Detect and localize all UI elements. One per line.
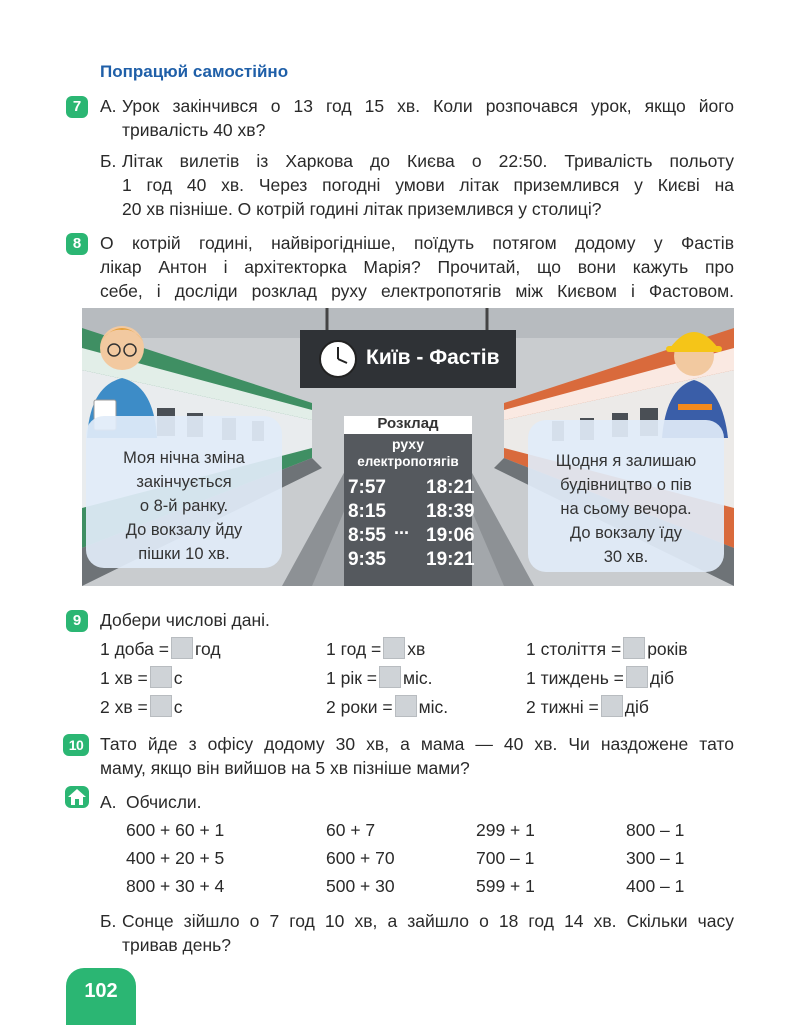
home-b-line-1: Сонце зійшло о 7 год 10 хв, а зайшло о 18 год 14 хв. Скільки часу	[122, 911, 734, 931]
home-b-line-2: тривав день?	[122, 935, 231, 955]
doctor-line-4: До вокзалу йду	[125, 521, 243, 539]
answer-box[interactable]	[626, 666, 648, 688]
home-a-label: А.	[100, 792, 117, 812]
expression: 800 + 30 + 4	[126, 876, 225, 896]
conversion-cell: 1 рік = міс.	[326, 668, 433, 688]
home-b-text	[122, 909, 734, 957]
architect-line-3: на сьому вечора.	[560, 500, 692, 518]
conversion-cell: 1 хв = с	[100, 668, 183, 688]
schedule-title: Розклад	[377, 415, 439, 432]
conversion-cell: 2 роки = міс.	[326, 697, 449, 717]
task-8-line-2: лікар Антон і архітекторка Марія? Прочитай, що вони кажуть про	[100, 257, 734, 277]
task-10-badge: 10	[63, 734, 89, 756]
task-7b-line-2: 1 год 40 хв. Через погодні умови літак приземлився у Києві на	[122, 175, 734, 195]
schedule-subtitle-2: електропотягів	[357, 454, 459, 469]
task-10-text	[100, 732, 734, 780]
schedule-right-column	[426, 476, 486, 572]
board-title: Київ - Фастів	[366, 346, 500, 369]
arithmetic-grid	[126, 818, 726, 902]
conversion-row-1	[100, 637, 740, 661]
doctor-speech-bubble	[86, 416, 282, 568]
task-9-title: Добери числові дані.	[100, 610, 270, 630]
expression: 299 + 1	[476, 820, 535, 840]
task-8-badge: 8	[66, 233, 88, 255]
task-8-text	[100, 231, 734, 303]
answer-box[interactable]	[601, 695, 623, 717]
doctor-line-5: пішки 10 хв.	[138, 545, 230, 563]
conversion-row-2	[100, 666, 740, 690]
task-10-line-2: маму, якщо він вийшов на 5 хв пізніше мами?	[100, 758, 470, 778]
task-7a-text	[122, 94, 734, 142]
conversion-cell: 1 століття = років	[526, 639, 688, 659]
answer-box[interactable]	[623, 637, 645, 659]
expression: 300 – 1	[626, 848, 685, 868]
answer-box[interactable]	[150, 666, 172, 688]
task-7a-label: А.	[100, 96, 117, 116]
task-8-line-3: себе, і досліди розклад руху електропотягів між Києвом і Фастовом.	[100, 281, 734, 301]
task-7a-line-1: Урок закінчився о 13 год 15 хв. Коли розпочався урок, якщо його	[122, 96, 734, 116]
expression: 700 – 1	[476, 848, 535, 868]
schedule-subtitle-1: руху	[391, 436, 425, 452]
conversion-cell: 1 тиждень = діб	[526, 668, 675, 688]
time-left-4: 9:35	[347, 549, 386, 570]
conversion-cell: 2 хв = с	[100, 697, 183, 717]
expression: 400 – 1	[626, 876, 685, 896]
architect-speech-bubble	[528, 420, 724, 572]
page-number: 102	[66, 968, 136, 1025]
home-b-label: Б.	[100, 911, 117, 931]
time-left-3: 8:55	[347, 525, 386, 546]
answer-box[interactable]	[383, 637, 405, 659]
answer-box[interactable]	[171, 637, 193, 659]
conversion-row-3	[100, 695, 740, 719]
task-10-line-1: Тато йде з офісу додому 30 хв, а мама — 40 хв. Чи наздожене тато	[100, 734, 734, 754]
task-7b-text	[122, 149, 734, 221]
doctor-line-1: Моя нічна зміна	[123, 449, 245, 467]
answer-box[interactable]	[395, 695, 417, 717]
expression: 600 + 60 + 1	[126, 820, 225, 840]
home-a-title: Обчисли.	[126, 792, 202, 812]
home-icon	[63, 784, 91, 810]
time-right-2: 18:39	[426, 501, 475, 522]
train-station-illustration	[82, 308, 734, 586]
architect-line-4: До вокзалу їду	[570, 524, 682, 542]
clock-icon	[318, 339, 358, 379]
task-7b-label: Б.	[100, 151, 117, 171]
time-left-2: 8:15	[347, 501, 386, 522]
architect-line-2: будівництво о пів	[560, 476, 692, 494]
time-right-3: 19:06	[426, 525, 475, 546]
conversion-cell: 2 тижні = діб	[526, 697, 649, 717]
task-7a-line-2: тривалість 40 хв?	[122, 120, 266, 140]
conversion-cell: 1 доба = год	[100, 639, 221, 659]
answer-box[interactable]	[379, 666, 401, 688]
architect-line-1: Щодня я залишаю	[555, 452, 697, 470]
schedule-left-column	[336, 476, 386, 572]
doctor-line-2: закінчується	[136, 473, 232, 491]
expression: 800 – 1	[626, 820, 685, 840]
doctor-line-3: о 8-й ранку.	[139, 497, 229, 515]
answer-box[interactable]	[150, 695, 172, 717]
expression: 400 + 20 + 5	[126, 848, 225, 868]
schedule-ellipsis: ...	[394, 518, 410, 538]
section-title: Попрацюй самостійно	[100, 62, 289, 81]
architect-line-5: 30 хв.	[603, 548, 649, 566]
conversion-cell: 1 год = хв	[326, 639, 426, 659]
task-7b-line-1: Літак вилетів із Харкова до Києва о 22:50. Тривалість польоту	[122, 151, 734, 171]
task-9-badge: 9	[66, 610, 88, 632]
expression: 500 + 30	[326, 876, 395, 896]
expression: 600 + 70	[326, 848, 395, 868]
time-right-4: 19:21	[426, 549, 475, 570]
task-7b-line-3: 20 хв пізніше. О котрій годині літак приземлився у столиці?	[122, 199, 602, 219]
time-right-1: 18:21	[426, 477, 475, 498]
expression: 599 + 1	[476, 876, 535, 896]
task-7-badge: 7	[66, 96, 88, 118]
expression: 60 + 7	[326, 820, 376, 840]
time-left-1: 7:57	[347, 477, 386, 498]
task-8-line-1: О котрій годині, найвірогідніше, поїдуть потягом додому у Фастів	[100, 233, 734, 253]
